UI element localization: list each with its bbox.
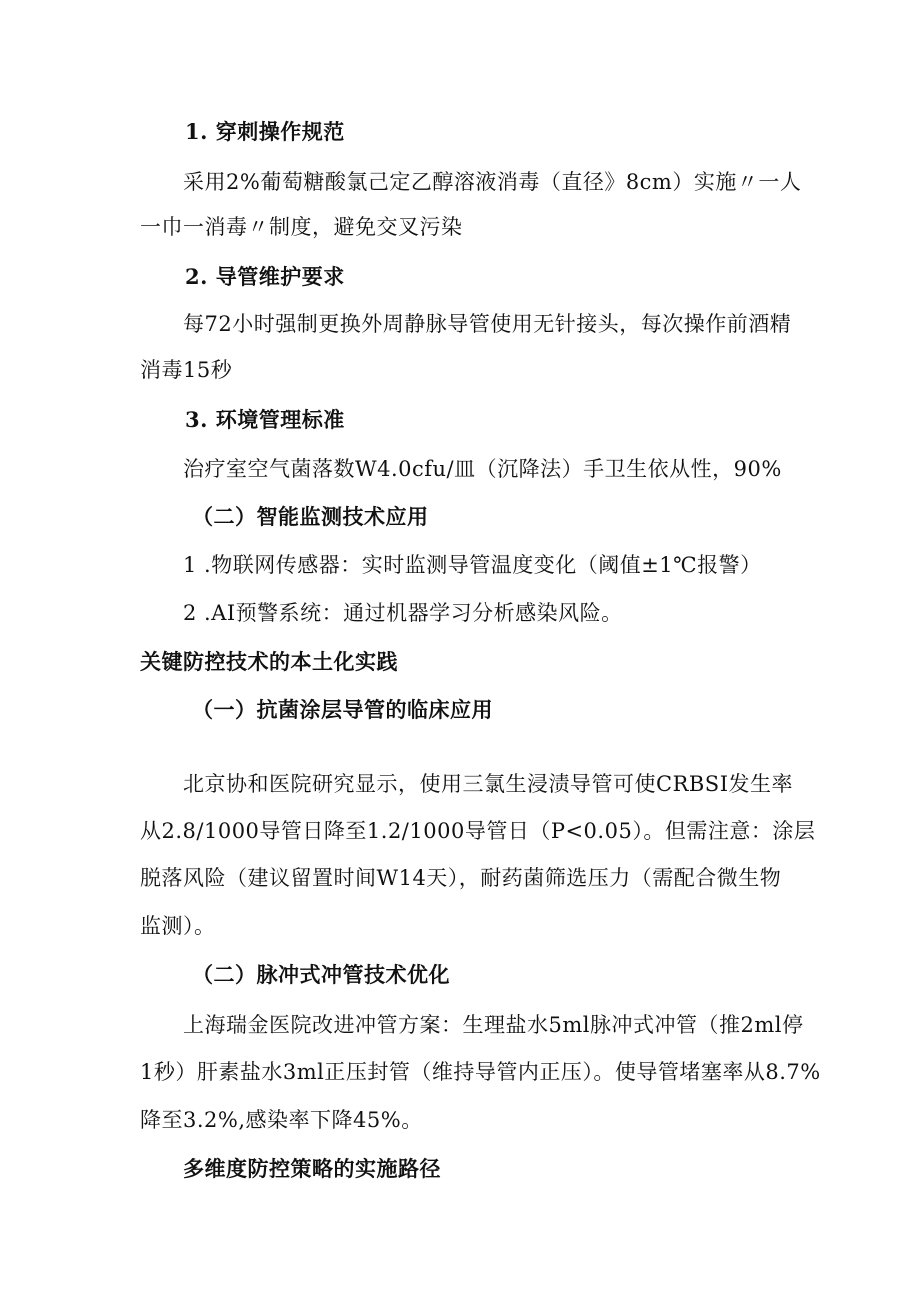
paragraph-line: 监测）。 [140,914,216,938]
paragraph-line: 上海瑞金医院改进冲管方案：生理盐水5ml脉冲式冲管（推2ml停 [183,1013,804,1037]
paragraph-line: 消毒15秒 [140,358,233,382]
paragraph-line: 采用2%葡萄糖酸氯己定乙醇溶液消毒（直径》8cm）实施〃一人 [183,170,802,194]
list-item: 2 .AI预警系统：通过机器学习分析感染风险。 [183,601,623,625]
list-item: 1 .物联网传感器：实时监测导管温度变化（阈值±1℃报警） [183,553,762,577]
heading-puncture-spec: 1. 穿刺操作规范 [185,119,345,144]
paragraph-line: 北京协和医院研究显示，使用三氯生浸渍导管可使CRBSI发生率 [183,772,793,796]
paragraph-line: 每72小时强制更换外周静脉导管使用无针接头，每次操作前酒精 [183,312,792,336]
paragraph-line: 一巾一消毒〃制度，避免交叉污染 [140,215,463,239]
paragraph-line: 治疗室空气菌落数W4.0cfu/皿（沉降法）手卫生依从性，90% [183,457,782,481]
section-heading-multidimensional: 多维度防控策略的实施路径 [183,1156,441,1181]
paragraph-line: 从2.8/1000导管日降至1.2/1000导管日（P<0.05）。但需注意：涂层 [140,819,816,843]
heading-catheter-maintenance: 2. 导管维护要求 [185,264,345,289]
section-heading-localization: 关键防控技术的本土化实践 [140,649,398,674]
subheading-pulse-flush: （二）脉冲式冲管技术优化 [192,962,450,987]
paragraph-line: 1秒）肝素盐水3ml正压封管（维持导管内正压）。使导管堵塞率从8.7% [140,1060,821,1084]
subheading-antibacterial-coating: （一）抗菌涂层导管的临床应用 [192,697,493,722]
paragraph-line: 脱落风险（建议留置时间W14天），耐药菌筛选压力（需配合微生物 [140,866,782,890]
paragraph-line: 降至3.2%,感染率下降45%。 [140,1108,423,1132]
subheading-smart-monitoring: （二）智能监测技术应用 [192,504,429,529]
heading-environment-standard: 3. 环境管理标准 [185,407,345,432]
